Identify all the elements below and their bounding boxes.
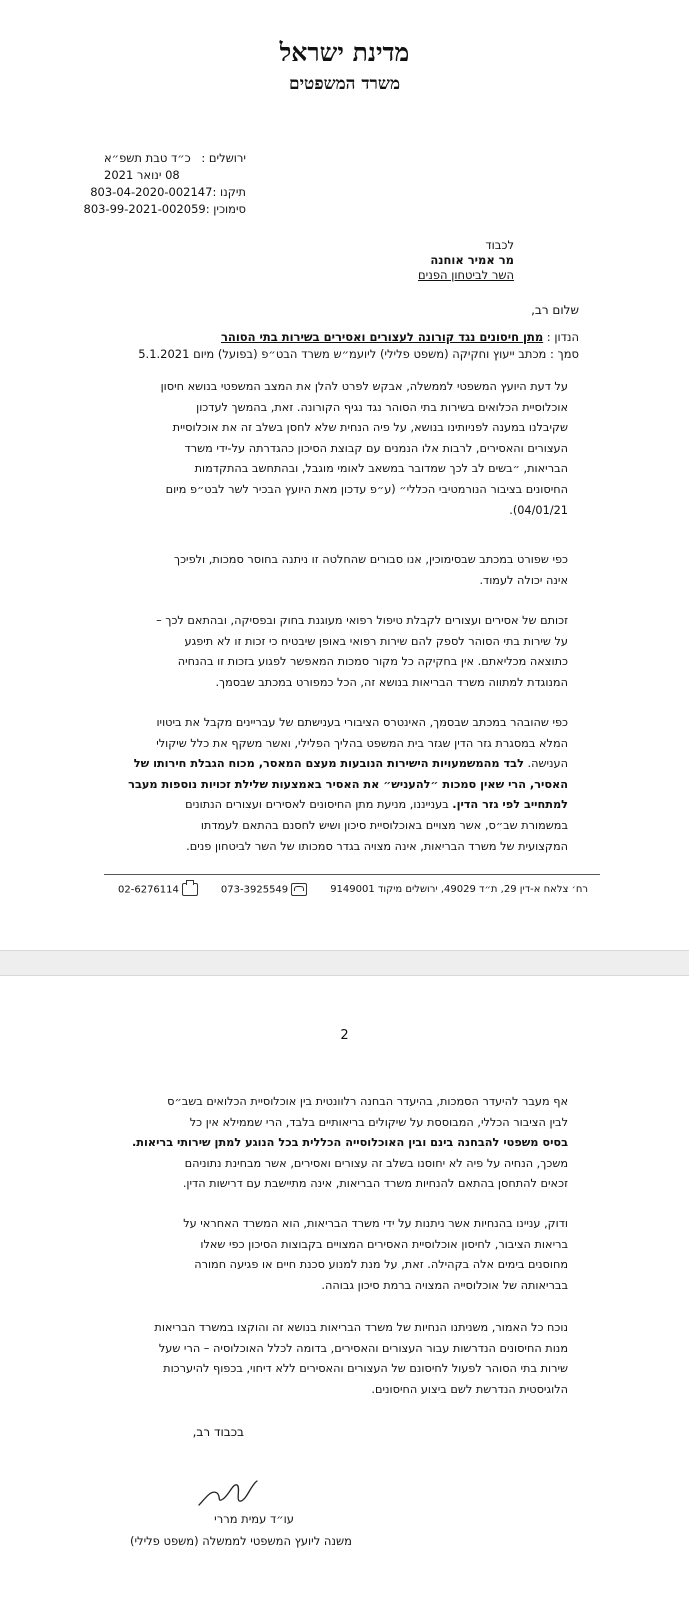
- paragraph-line: שירות בתי הסוהר לפעול לחיסונם של העצורים והאסירים ללא דיחוי, בכפוף להיערכות: [163, 1362, 568, 1376]
- closing: בכבוד רב,: [192, 1425, 244, 1439]
- paragraph-5: [104, 1092, 568, 1195]
- reference-label: סמך :: [550, 347, 579, 361]
- paragraph-line: המנוגדת למתווה משרד הבריאות בנושא זה, הכל כמפורט במכתב שבסמך.: [215, 675, 568, 689]
- reference-text: מכתב ייעוץ וחקיקה (משפט פלילי) ליועמ״ש משרד הבט״פ (בפועל) מיום 5.1.2021: [138, 347, 547, 361]
- ref-number: 803-99-2021-002059: [83, 202, 206, 216]
- paragraph-line: ודוק, עניינו בהנחיות אשר ניתנות על ידי משרד הבריאות, הוא המשרד האחראי על: [183, 1217, 568, 1230]
- hebrew-date: כ״ד טבת תשפ״א: [104, 151, 191, 165]
- gregorian-date: 08 ינואר 2021: [104, 168, 180, 182]
- paragraph-1: [104, 377, 568, 521]
- paragraph-line: המלא במסגרת גזר הדין שגזר בית המשפט בהליך הפלילי, ואשר משקף את כלל שיקולי: [156, 736, 568, 750]
- paragraph-line: כפי שהובהר במכתב שבסמך, האינטרס הציבורי בענישתם של עבריינים מקבל את ביטויו: [156, 716, 568, 729]
- subject-label: הנדון :: [546, 330, 579, 344]
- paragraph-line: מנות החיסונים הנדרשות עבור העצורים והאסירים, בדומה לכלל האוכלוסיה – הרי שעל: [158, 1341, 568, 1355]
- footer-fax: 02-6276114: [118, 884, 179, 896]
- paragraph-line: למתחייב לפי גזר הדין. בענייננו, מניעת מתן החיסונים לאסירים ועצורים הנתונים: [185, 798, 568, 812]
- paragraph-line: על שירות בתי הסוהר לספק להם שירות רפואי באופן שיבטיח כי זכות זו לא תיפגע: [184, 634, 568, 648]
- paragraph-line: מחוסנים בימים אלה בקהילה. זאת, על מנת למנוע סכנת חיים או פגיעה חמורה: [194, 1258, 568, 1272]
- paragraph-line: כפי שפורט במכתב שבסימוכין, אנו סבורים שהחלטה זו ניתנה בחוסר סמכות, ולפיכך: [174, 553, 568, 566]
- signatory-name: עו״ד עמית מררי: [214, 1512, 294, 1526]
- paragraph-line: אינה יכולה לעמוד.: [479, 573, 568, 587]
- state-heading: מדינת ישראל: [279, 38, 410, 67]
- paragraph-line: על דעת היועץ המשפטי לממשלה, אבקש לפרט להלן את המצב המשפטי בנושא חיסון: [160, 380, 568, 393]
- paragraph-4: [104, 713, 568, 857]
- paragraph-3: [104, 611, 568, 693]
- handwritten-signature: [195, 1475, 265, 1511]
- paragraph-line: בריאות הציבור, לחיסון אוכלוסיית האסירים המצויים בקבוצות הסיכון כפי שאלו: [200, 1237, 568, 1251]
- footer-phone: 073-3925549: [220, 884, 289, 896]
- page-number: 2: [340, 1028, 349, 1043]
- greeting: שלום רב,: [531, 303, 579, 317]
- paragraph-line: לבין הציבור הכללי, המבוססת על שיקולים בריאותיים בלבד, הרי שממילא אין כל: [189, 1115, 568, 1129]
- paragraph-line: הבריאות, ״בשים לב לכך שמדובר במשאב לאומי מוגבל, ובהתחשב בהתקדמות: [194, 462, 568, 476]
- signatory-title: משנה ליועץ המשפטי לממשלה (משפט פלילי): [129, 1534, 352, 1548]
- paragraph-line: העצורים והאסירים, לרבות אלו הנמנים עם קבוצת הסיכון כהגדרתה על-ידי משרד: [184, 441, 568, 455]
- ref-label: סימוכין :: [205, 202, 246, 216]
- fax-icon: [182, 883, 198, 896]
- addressee-name: מר אמיר אוחנה: [430, 253, 514, 267]
- paragraph-line: משכך, הנחיה על פיה לא יחוסנו בשלב זה עצורים ואסירים, אשר מבחינת נתוניהם: [184, 1156, 568, 1170]
- paragraph-line: החיסונים בציבור הנורמטיבי הכללי״ (ע״פ עדכון מאת היועץ הבכיר לשר לבט״פ מיום: [165, 482, 568, 496]
- paragraph-line: 04/01/21).: [509, 503, 568, 517]
- phone-icon: [291, 883, 307, 896]
- subject-block: [138, 329, 579, 363]
- footer-divider: [104, 874, 600, 875]
- paragraph-line: שקיבלנו במענה לפניותינו בנושא, על פיה הנחית שלא לחסן בשלב זה את אוכלוסיית: [172, 421, 568, 435]
- city-label: ירושלים :: [201, 151, 246, 165]
- addressee-block: [418, 238, 514, 283]
- file-number: 803-04-2020-002147: [90, 185, 213, 199]
- bold-segment: למתחייב לפי גזר הדין.: [452, 798, 568, 812]
- paragraph-line-bold: בסיס משפטי להבחנה בינם ובין האוכלוסייה הכללית בכל הנוגע למתן שירותי בריאות.: [131, 1136, 568, 1150]
- file-label: תיקנו :: [212, 185, 246, 199]
- paragraph-7: [104, 1318, 568, 1400]
- paragraph-line: במשמורת שב״ס, אשר מצויים באוכלוסיית סיכון ושיש לחסנם בהתאם לעמדתו: [200, 818, 568, 832]
- paragraph-line: נוכח כל האמור, משניתנו הנחיות של משרד הבריאות בנושא זה והוקצו במשרד הבריאות: [154, 1321, 568, 1334]
- paragraph-line: אוכלוסיית הכלואים בשירות בתי הסוהר נגד נגיף הקורונה. זאת, בהמשך לעדכון: [196, 400, 568, 414]
- bold-segment: לבד מהמשמעויות הישירות הנובעות מעצם המאסר, מכוח הגבלת חירותו של: [133, 757, 524, 771]
- paragraph-line: הלוגיסטית הנדרשת לשם ביצוע החיסונים.: [371, 1382, 568, 1396]
- paragraph-line: אף מעבר להיעדר הסמכות, בהיעדר הבחנה רלוונטית בין אוכלוסיית הכלואים בשב״ס: [167, 1095, 568, 1108]
- paragraph-line: זכותם של אסירים ועצורים לקבלת טיפול רפואי מעוגנת בחוק ובפסיקה, ובהתאם לכך –: [156, 614, 568, 627]
- subject-text: מתן חיסונים נגד קורונה לעצורים ואסירים בשירות בתי הסוהר: [221, 330, 544, 344]
- page-separator: [0, 950, 689, 976]
- paragraph-line: המקצועית של משרד הבריאות, אינה מצויה בגדר סמכותו של השר לביטחון פנים.: [186, 839, 568, 853]
- letter-meta: [83, 150, 246, 218]
- paragraph-line: בבריאותה של אוכלוסייה המצויה ברמת סיכון גבוהה.: [321, 1278, 568, 1292]
- paragraph-6: [104, 1214, 568, 1296]
- paragraph-line: כתוצאה מכליאתם. אין בחקיקה כל מקור סמכות המאפשר לפגוע בזכות זו בהנחיה: [177, 655, 568, 669]
- paragraph-line: זכאים להתחסן בהתאם להנחיות משרד הבריאות, אינה מתיישבת עם דרישות הדין.: [182, 1177, 568, 1191]
- addressee-title: השר לביטחון הפנים: [418, 268, 514, 282]
- footer-address: רח׳ צלאח א-דין 29, ת״ד 49029, ירושלים מיקוד 9149001: [330, 884, 588, 895]
- paragraph-2: [104, 550, 568, 591]
- paragraph-line: הענישה. לבד מהמשמעויות הישירות הנובעות מעצם המאסר, מכוח הגבלת חירותו של: [133, 757, 568, 771]
- honorific: לכבוד: [485, 238, 514, 252]
- footer: [118, 883, 588, 896]
- paragraph-line-bold: האסיר, הרי שאין סמכות ״להעניש״ את האסיר באמצעות שלילת זכויות נוספות מעבר: [128, 777, 568, 791]
- ministry-heading: משרד המשפטים: [288, 74, 401, 94]
